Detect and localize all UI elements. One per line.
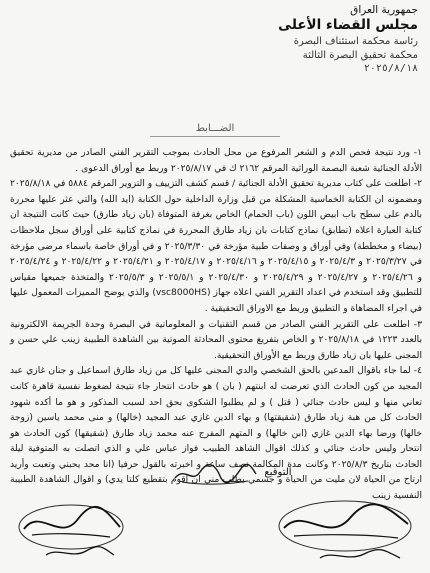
heading-underline <box>150 136 280 137</box>
header-court: رئاسة محكمة استئناف البصرة <box>293 36 418 47</box>
header-investigation-court: محكمة تحقيق البصرة الثالثة <box>302 50 418 61</box>
document-body <box>10 146 422 505</box>
header-country: جمهورية العراق <box>350 4 418 16</box>
paragraph-3: ٣- اطلعت على التقرير الفني الصادر من قسم التقنيات و المعلوماتية في البصرة وحدة الجريمة الالكترونية بالعدد ١٢٢٣ في ٢٠٢٥/٨/١٨ و الخاص بتفريغ محتوى المحادثة الصوتية بين الشاهدة الطبيبة زينب علي حسن و المجنى عليها بان زياد طارق وربط مع الأوراق التحقيقية. <box>10 319 422 361</box>
judge-stamp-left <box>10 497 132 563</box>
paragraph-1: ١- ورد نتيجة فحص الدم و الشعر المرفوع من محل الحادث بموجب التقرير الفني الصادر من مديرية تحقيق الأدلة الجنائية شعبة البصمة الوراثية المرقم ٢١٦٢ ك في ٢٠٢٥/٨/١٧ وربط مع أوراق الدعوى . <box>10 148 422 174</box>
handwritten-signature <box>170 458 260 488</box>
paragraph-2: ٢- اطلعت على كتاب مديرية تحقيق الأدلة الجنائية / قسم كشف التزييف و التزوير المرقم ٥٨٨٤ في ٢٠٢٥/٨/١٨ ومضمونه ان الكتابة الخماسية المشكلة من قبل وزارة الداخلية حول الكتابة (ايد الله) والتي عثر عليها محررة بالدم على سطح باب ابيض اللون (باب الحمام) الخاص بغرفة المتوفاة (بان زياد طارق) حيث كانت النتيجة ان كتابة العبارة اعلاه (تطابق) نماذج كتابات بان زياد طارق المحررة في نماذج كتابية على أوراق سجل ملاحظات (بيضاء و مخططة) وفي أوراق و وصفات طبية مؤرخة في ٢٠٢٥/٣/٣٠ و في أوراق خاصة باسماء مرضى مؤرخة في ٢٠٢٥/٣/٢٧ و ٢٠٢٥/٤/٣ و ٢٠٢٥/٤/١٥ و ٢٠٢٥/٤/١٦ و ٢٠٢٥/٤/١٧ و ٢٠٢٥/٤/٢١ و ٢٠٢٥/٤/٢٢ و ٢٠٢٥/٤/٢٤ و ٢٠٢٥/٤/٢٦ و ٢٠٢٥/٤/٢٧ و ٢٠٢٥/٤/٢٩ و ٢٠٢٥/٤/٣٠ و ٢٠٢٥/٥/١ و ٢٠٢٥/٥/٣ والمتخذة جميعها مقياس للتطبيق وقد استخدم في اعداد التقرير الفني اعلاه جهاز (vsc8000HS) والذي يوضح المميزات المعمول عليها في اجراء المضاهاة و التطبيق وربط مع الاوراق التحقيقية . <box>10 179 423 314</box>
judge-stamp-right <box>270 494 420 566</box>
document-heading: الضـــابط <box>195 123 235 134</box>
paragraph-4: ٤- لما جاء باقوال المدعين بالحق الشخصي والدي المجنى عليها كل من زياد طارق اسماعيل و جنان غازي عبد المجيد من كون الحادث الذي تعرضت له ابنتهم ( بان ) هو حادث انتحار جاء نتيجة لضغوط نفسية قاهرة كانت تعاني منها و ليس حادث جنائي ( قتل ) و لم يطلبوا الشكوى بحق احد لسبب المذكور و هو ما أكده شهود الحادث كل من هبة زياد طارق (شقيقتها) و بهاء الدين غازي عبد المجيد (خالها) و منى محمد ياسين (زوجة خالها) ورضا بهاء الدين غازي (ابن خالها) و المتهم المفرج عنه محمد زياد طارق (شقيقها) كون الحادث هو انتحار وليس حادث جنائي و كذلك اقوال الشاهد الطبيب فواز عباس علي و الذي اتصلت به المتوفية ليلة الحادث بتاريخ ٢٠٢٥/٨/٣ وكانت مدة المكالمة نصف ساعة و اخبرته بالقول حرفيا (انا محد يحبني وتعبت وأريد ارتاح من الحياة لان مليت من الحياة و جسمي يطلب مني ان اقوم بتقطيع كلتا يدي) و اقوال الشاهدة الطبيبة النفسية زينب <box>10 366 422 502</box>
header-date: ٢٠٢٥/٨/١٨ <box>363 63 418 74</box>
signature-title: التوقيع <box>264 467 292 478</box>
header-council: مجلس القضاء الأعلى <box>278 17 418 33</box>
